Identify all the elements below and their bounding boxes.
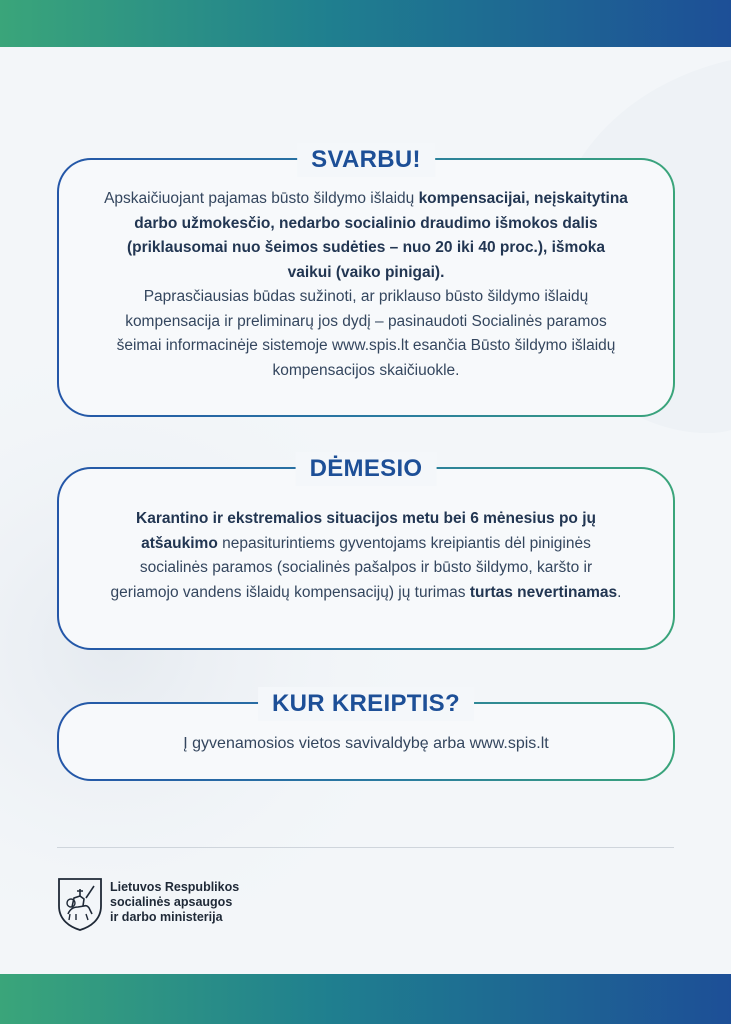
footer-divider xyxy=(57,847,674,848)
ministry-logo xyxy=(56,876,239,932)
svarbu-card xyxy=(57,146,675,417)
bottom-gradient-band xyxy=(0,974,731,1024)
demesio-card xyxy=(57,455,675,650)
svarbu-bold-text: kompensacijai, neįskaitytina darbo užmokesčio, nedarbo socialinio draudimo išmokos dalis (priklausomai nuo šeimos sudėties – nuo 20 iki 40 proc.), išmoka vaikui (vaiko pinigai). xyxy=(126,190,628,281)
svarbu-paragraph-1 xyxy=(103,187,629,285)
svarbu-heading: SVARBU! xyxy=(297,143,435,177)
vytis-coat-of-arms-icon xyxy=(56,876,104,932)
svarbu-paragraph-2: Paprasčiausias būdas sužinoti, ar priklauso būsto šildymo išlaidų kompensacija ir preliminarų jos dydį – pasinaudoti Socialinės paramos šeimai informacinėje sistemoje www.spis.lt esančia Būsto šildymo išlaidų kompensacijos skaičiuokle. xyxy=(116,288,616,379)
demesio-bold-text-2: turtas nevertinamas xyxy=(469,583,618,601)
ministry-name-line-3: ir darbo ministerija xyxy=(110,910,223,924)
demesio-heading: DĖMESIO xyxy=(296,452,437,486)
kur-kreiptis-heading: KUR KREIPTIS? xyxy=(258,687,474,721)
demesio-bold-text-1: Karantino ir ekstremalios situacijos metu bei 6 mėnesius po jų atšaukimo xyxy=(136,510,596,552)
svarbu-body xyxy=(59,160,673,383)
ministry-name xyxy=(110,876,239,925)
kur-kreiptis-text: Į gyvenamosios vietos savivaldybę arba www.spis.lt xyxy=(183,735,549,752)
top-gradient-band xyxy=(0,0,731,47)
svarbu-text-1: Apskaičiuojant pajamas būsto šildymo išlaidų xyxy=(104,190,419,207)
demesio-body xyxy=(59,469,673,605)
ministry-name-line-2: socialinės apsaugos xyxy=(110,895,233,909)
demesio-text-2: . xyxy=(617,583,622,601)
demesio-text-1: nepasiturintiems gyventojams kreipiantis dėl piniginės socialinės paramos (socialinės pašalpos ir būsto šildymo, karšto ir geriamojo vandens išlaidų kompensacijų) jų turimas xyxy=(110,534,593,601)
ministry-name-line-1: Lietuvos Respublikos xyxy=(110,880,240,894)
kur-kreiptis-card xyxy=(57,690,675,781)
